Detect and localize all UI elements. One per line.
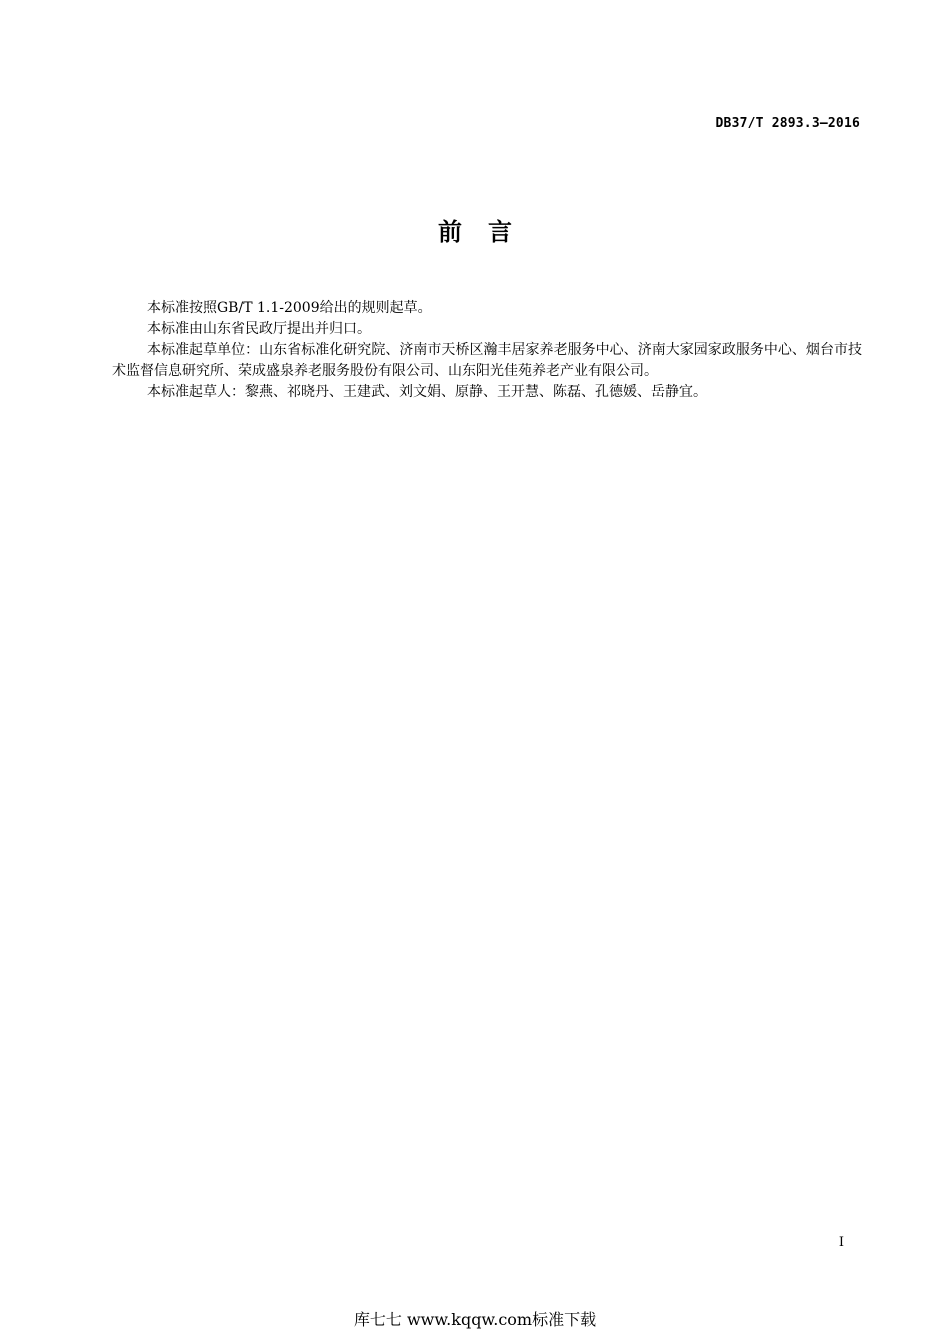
paragraph-drafting-units: 本标准起草单位：山东省标准化研究院、济南市天桥区瀚丰居家养老服务中心、济南大家园家政服务中心、烟台市技术监督信息研究所、荣成盛泉养老服务股份有限公司、山东阳光佳苑养老产业有限公司。 <box>112 342 862 379</box>
paragraph-drafting-rules: 本标准按照GB/T 1.1-2009给出的规则起草。 <box>147 300 432 316</box>
footer-watermark: 库七七 www.kqqw.com标准下载 <box>353 1310 597 1329</box>
page-title: 前言 <box>438 218 538 246</box>
standard-code: DB37/T 2893.3—2016 <box>715 116 860 131</box>
paragraph-drafters: 本标准起草人：黎燕、祁晓丹、王建武、刘文娟、原静、王开慧、陈磊、孔德媛、岳静宜。 <box>147 384 707 400</box>
foreword-body <box>112 298 862 403</box>
paragraph-proposer: 本标准由山东省民政厅提出并归口。 <box>147 321 371 337</box>
page-number: I <box>838 1235 844 1250</box>
